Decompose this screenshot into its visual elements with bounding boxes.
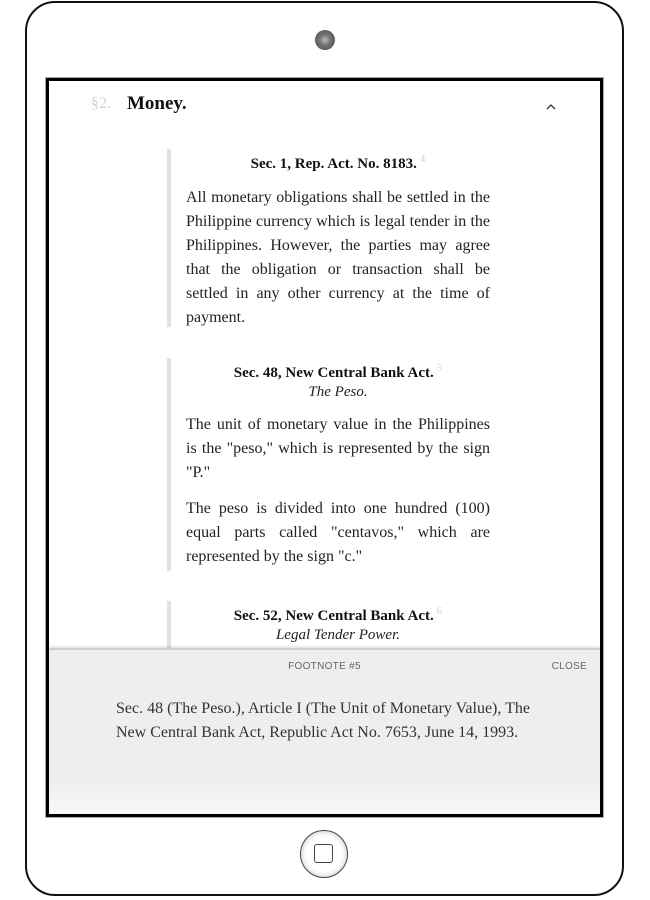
camera-icon xyxy=(315,30,335,50)
home-button-icon xyxy=(314,844,333,863)
quote-title-text: Sec. 48, New Central Bank Act. xyxy=(233,365,434,381)
document-content[interactable] xyxy=(49,81,600,651)
footnote-ref[interactable]: 5 xyxy=(436,362,443,374)
footnote-panel xyxy=(49,648,600,814)
section-header[interactable] xyxy=(49,91,600,121)
quote-title xyxy=(186,358,490,383)
quote-title-text: Sec. 1, Rep. Act. No. 8183. xyxy=(250,156,417,172)
footnote-ref[interactable]: 4 xyxy=(419,153,426,165)
footnote-text: Sec. 48 (The Peso.), Article I (The Unit of Monetary Value), The New Central Bank Act, Republic Act No. 7653, June 14, 1993. xyxy=(116,700,530,741)
quote-paragraph: The peso is divided into one hundred (100) equal parts called "centavos," which are represented by the sign "c." xyxy=(186,500,490,565)
quote-title xyxy=(186,149,490,174)
quote-paragraph: All monetary obligations shall be settled in the Philippine currency which is legal tender in the Philippines. However, the parties may agree that the obligation or transaction shall be settled in any other currency at the time of payment. xyxy=(186,189,490,326)
quote-block xyxy=(167,601,490,651)
quote-paragraph: The unit of monetary value in the Philippines is the "peso," which is represented by the sign "P." xyxy=(186,416,490,481)
section-number: §2. xyxy=(91,95,111,112)
screen xyxy=(46,78,603,817)
quote-block xyxy=(167,149,490,327)
home-button[interactable] xyxy=(300,830,348,878)
close-button[interactable]: CLOSE xyxy=(551,661,587,672)
chevron-up-icon[interactable] xyxy=(543,99,559,115)
quote-subtitle: Legal Tender Power. xyxy=(275,627,401,643)
section-title: Money. xyxy=(127,93,187,114)
quote-subtitle: The Peso. xyxy=(308,384,368,400)
quote-title-text: Sec. 52, New Central Bank Act. xyxy=(233,608,434,624)
footnote-ref[interactable]: 6 xyxy=(436,605,443,617)
quote-title xyxy=(186,601,490,626)
quote-block xyxy=(167,358,490,571)
footnote-label: FOOTNOTE #5 xyxy=(288,661,361,672)
